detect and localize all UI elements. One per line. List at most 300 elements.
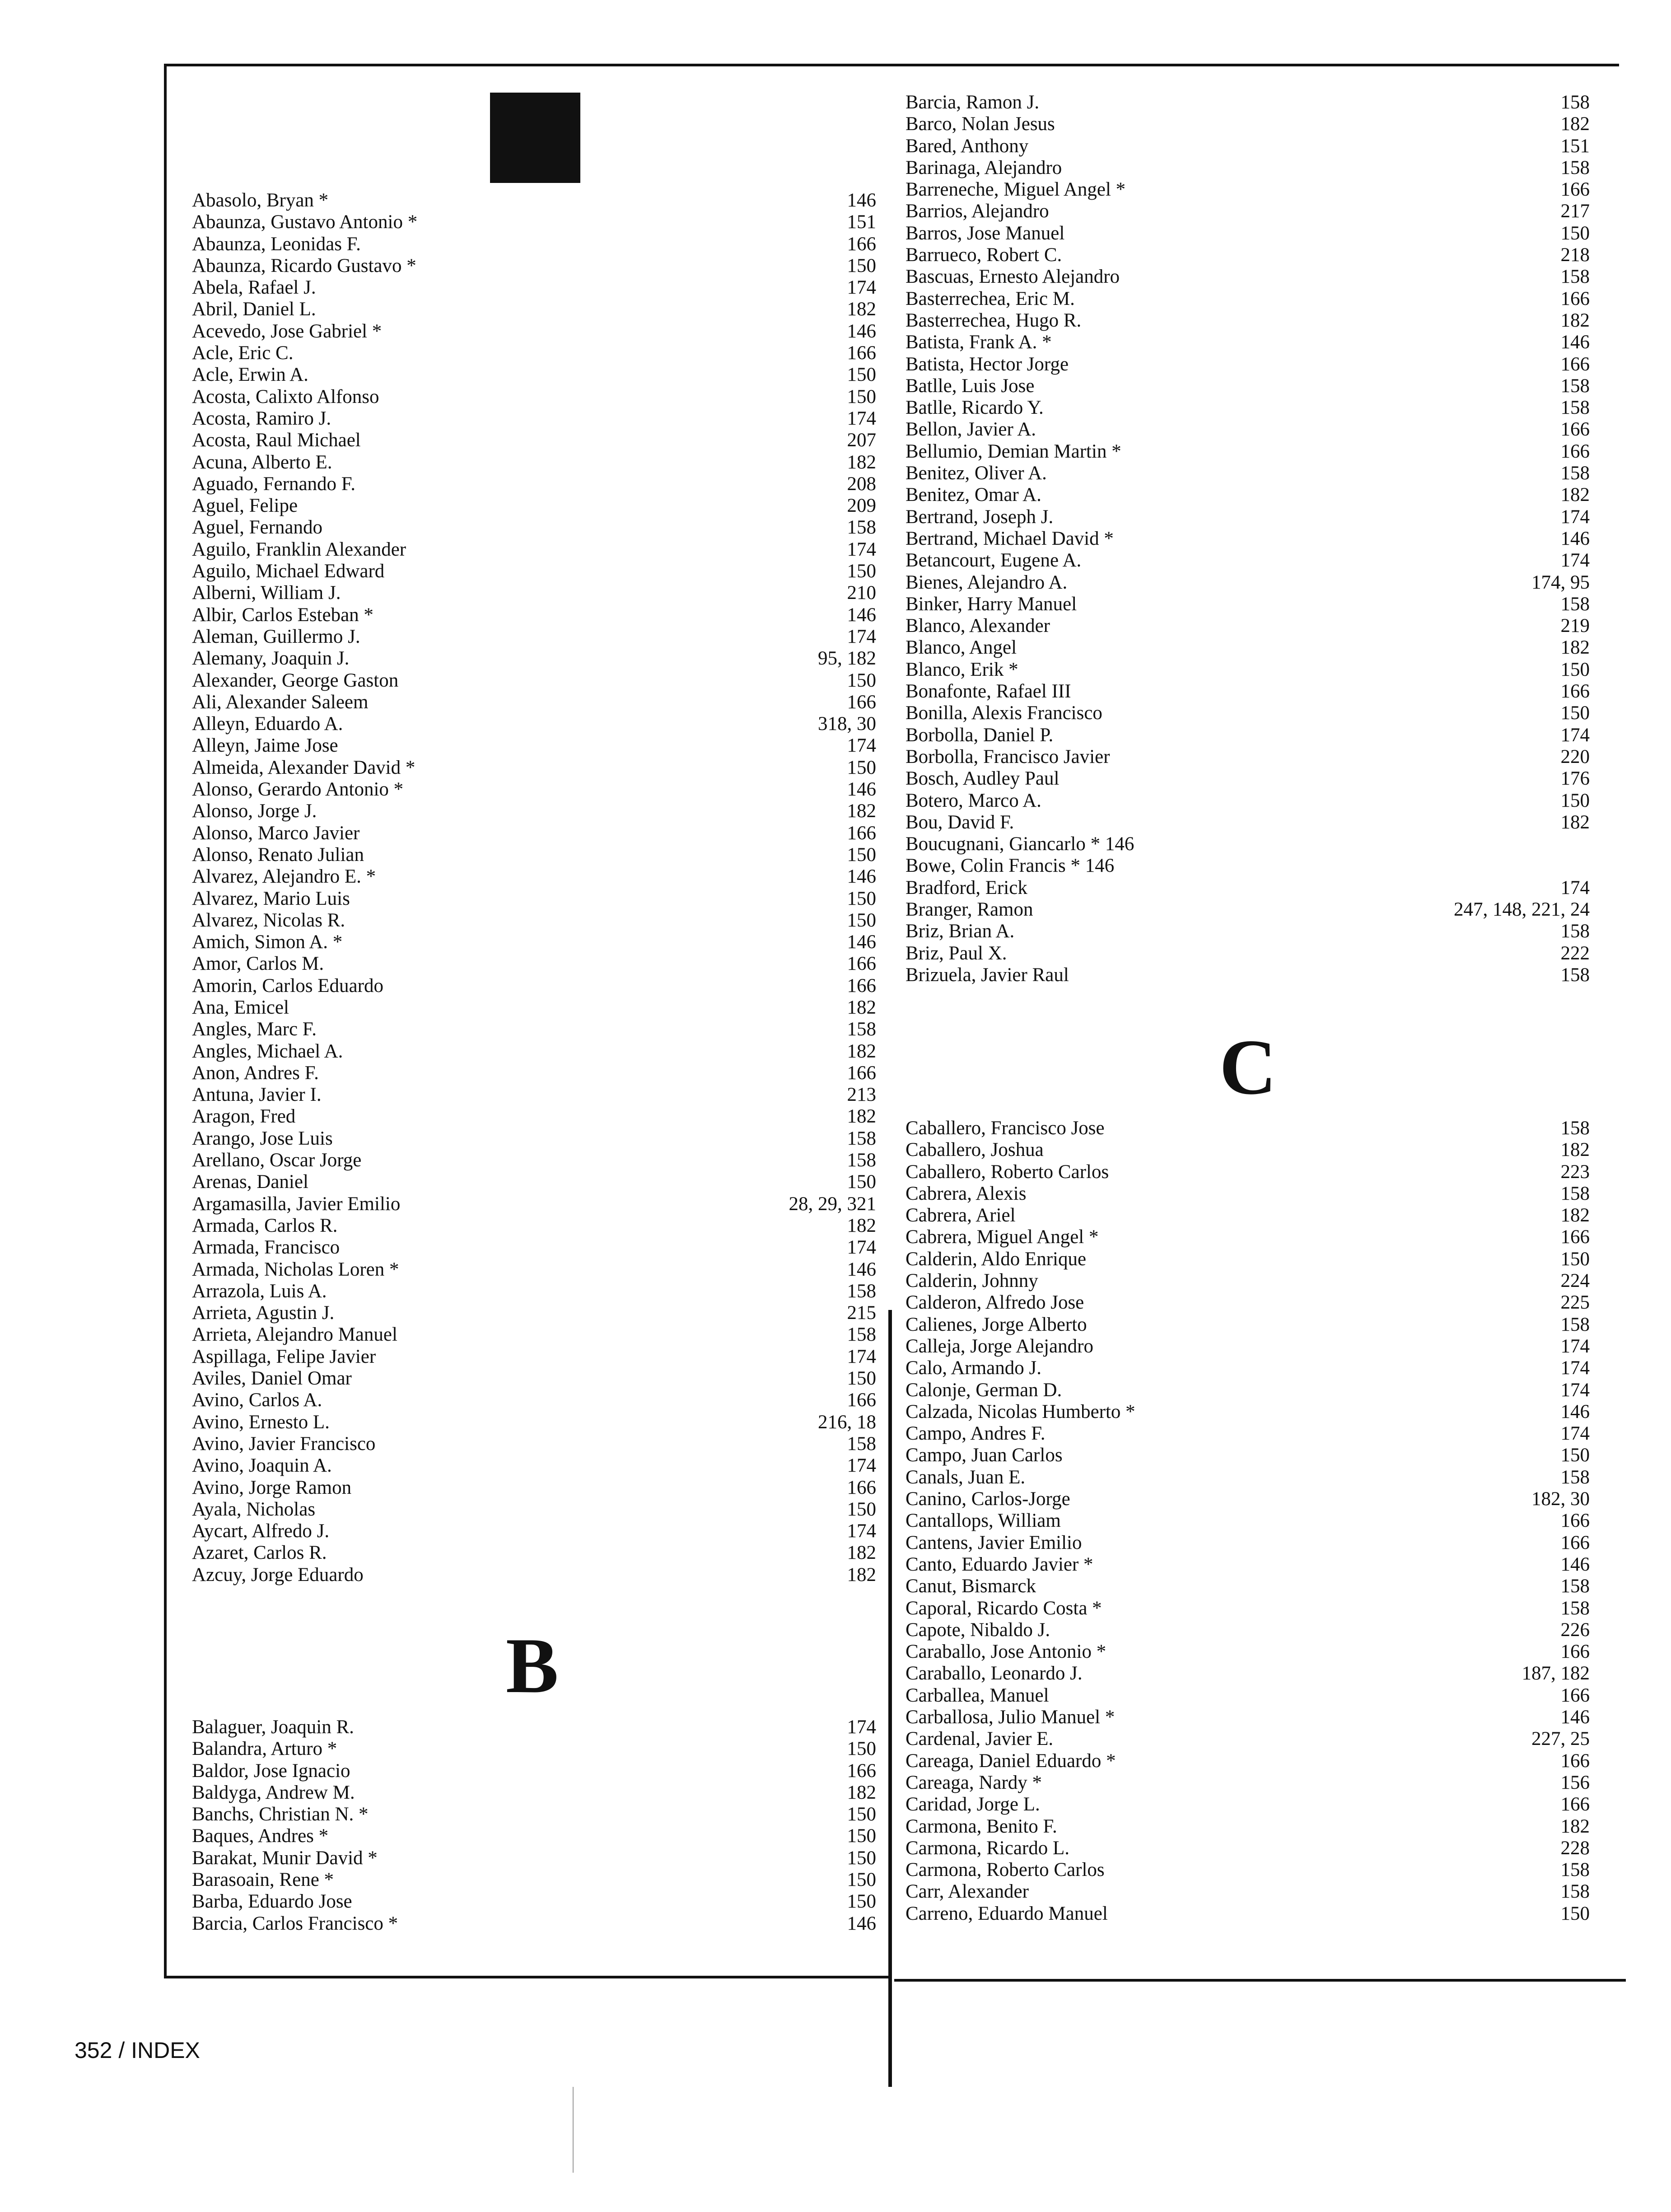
index-entry — [192, 1804, 876, 1825]
index-entry — [906, 572, 1590, 594]
entry-pages: 209 — [847, 495, 876, 517]
entry-pages: 174 — [1560, 724, 1590, 746]
index-section-c — [906, 1118, 1590, 1925]
entry-name: Cabrera, Alexis — [906, 1183, 1027, 1204]
section-a-marker — [490, 93, 580, 183]
index-entry — [192, 1150, 876, 1171]
entry-pages: 174 — [847, 735, 876, 757]
entry-name: Azcuy, Jorge Eduardo — [192, 1564, 364, 1585]
index-entry — [192, 735, 876, 757]
entry-name: Ana, Emicel — [192, 996, 289, 1018]
entry-pages: 158 — [847, 1150, 876, 1171]
entry-name: Canino, Carlos-Jorge — [906, 1488, 1070, 1510]
entry-name: Argamasilla, Javier Emilio — [192, 1193, 401, 1215]
entry-name: Borbolla, Francisco Javier — [906, 746, 1110, 767]
index-entry — [906, 201, 1590, 222]
entry-name: Boucugnani, Giancarlo * 146 — [906, 833, 1134, 855]
index-entry — [906, 964, 1590, 986]
entry-name: Binker, Harry Manuel — [906, 593, 1077, 615]
entry-name: Batista, Frank A. * — [906, 332, 1052, 353]
index-entry — [906, 92, 1590, 113]
entry-name: Bellumio, Demian Martin * — [906, 440, 1121, 462]
entry-name: Alexander, George Gaston — [192, 669, 399, 691]
index-entry — [906, 1707, 1590, 1728]
entry-name: Antuna, Javier I. — [192, 1084, 322, 1106]
entry-pages: 150 — [847, 1847, 876, 1869]
entry-name: Calderin, Aldo Enrique — [906, 1248, 1087, 1270]
index-entry — [906, 1139, 1590, 1161]
index-entry — [906, 1161, 1590, 1183]
entry-name: Barinaga, Alejandro — [906, 157, 1062, 178]
entry-pages: 182 — [847, 299, 876, 320]
entry-pages: 150 — [847, 386, 876, 407]
index-entry — [192, 277, 876, 299]
entry-name: Aleman, Guillermo J. — [192, 626, 360, 647]
entry-name: Cabrera, Miguel Angel * — [906, 1226, 1099, 1248]
entry-name: Canto, Eduardo Javier * — [906, 1553, 1093, 1575]
frame-top-rule — [164, 64, 1619, 66]
entry-pages: 166 — [1560, 1794, 1590, 1815]
index-entry — [906, 1728, 1590, 1750]
index-entry — [192, 1324, 876, 1346]
index-entry — [192, 1106, 876, 1127]
index-entry — [906, 1816, 1590, 1838]
entry-name: Blanco, Angel — [906, 637, 1017, 659]
entry-name: Aspillaga, Felipe Javier — [192, 1346, 376, 1367]
entry-name: Basterrechea, Hugo R. — [906, 309, 1082, 331]
entry-pages: 150 — [847, 1738, 876, 1760]
index-entry — [906, 746, 1590, 768]
entry-pages: 166 — [847, 1760, 876, 1782]
entry-pages: 146 — [1560, 1707, 1590, 1728]
index-entry — [906, 375, 1590, 397]
index-entry — [906, 550, 1590, 571]
entry-pages: 219 — [1560, 615, 1590, 637]
index-entry — [192, 800, 876, 822]
entry-name: Calderin, Johnny — [906, 1270, 1038, 1292]
entry-pages: 182 — [847, 1782, 876, 1803]
index-entry — [906, 1576, 1590, 1597]
index-entry — [192, 1847, 876, 1869]
entry-pages: 158 — [1560, 375, 1590, 397]
entry-pages: 158 — [1560, 463, 1590, 484]
entry-pages: 174 — [847, 626, 876, 647]
entry-name: Blanco, Alexander — [906, 615, 1050, 637]
entry-pages: 150 — [847, 364, 876, 386]
entry-pages: 150 — [1560, 1248, 1590, 1270]
frame-bottom-right-rule — [894, 1979, 1626, 1982]
index-entry — [192, 692, 876, 713]
entry-pages: 151 — [1560, 135, 1590, 157]
index-entry — [906, 681, 1590, 702]
index-entry — [906, 1838, 1590, 1859]
index-entry — [906, 1598, 1590, 1619]
index-entry — [906, 812, 1590, 833]
entry-name: Bascuas, Ernesto Alejandro — [906, 266, 1120, 288]
index-entry — [192, 211, 876, 233]
index-entry — [906, 702, 1590, 724]
index-entry — [192, 1193, 876, 1215]
index-entry — [192, 1346, 876, 1368]
entry-pages: 208 — [847, 473, 876, 495]
index-entry — [192, 561, 876, 582]
entry-name: Basterrechea, Eric M. — [906, 288, 1075, 309]
entry-name: Azaret, Carlos R. — [192, 1542, 327, 1564]
index-entry — [906, 1183, 1590, 1205]
entry-name: Briz, Paul X. — [906, 942, 1007, 964]
entry-name: Borbolla, Daniel P. — [906, 724, 1054, 746]
index-entry — [192, 1128, 876, 1150]
entry-name: Barakat, Munir David * — [192, 1847, 378, 1869]
entry-pages: 151 — [847, 211, 876, 233]
entry-pages: 166 — [847, 1389, 876, 1411]
entry-name: Bonilla, Alexis Francisco — [906, 702, 1102, 724]
index-entry — [192, 1477, 876, 1499]
entry-pages: 146 — [847, 1258, 876, 1280]
entry-name: Avino, Carlos A. — [192, 1389, 322, 1411]
entry-name: Cantallops, William — [906, 1510, 1061, 1532]
entry-pages: 217 — [1560, 201, 1590, 222]
index-entry — [192, 321, 876, 342]
entry-pages: 174 — [847, 1346, 876, 1367]
entry-name: Abril, Daniel L. — [192, 299, 316, 320]
entry-name: Arango, Jose Luis — [192, 1127, 333, 1149]
index-entry — [192, 888, 876, 910]
index-entry — [192, 1171, 876, 1193]
entry-name: Barros, Jose Manuel — [906, 222, 1065, 244]
index-entry — [906, 1314, 1590, 1336]
entry-name: Alvarez, Mario Luis — [192, 888, 350, 909]
entry-name: Bertrand, Joseph J. — [906, 506, 1054, 528]
entry-pages: 182 — [847, 1215, 876, 1236]
index-entry — [192, 1237, 876, 1258]
index-entry — [906, 506, 1590, 528]
entry-name: Bradford, Erick — [906, 877, 1027, 898]
entry-name: Careaga, Nardy * — [906, 1772, 1042, 1793]
entry-pages: 220 — [1560, 746, 1590, 767]
entry-pages: 174 — [1560, 1379, 1590, 1401]
index-entry — [906, 223, 1590, 244]
index-entry — [906, 1401, 1590, 1423]
index-entry — [906, 1750, 1590, 1772]
index-entry — [192, 1825, 876, 1847]
entry-pages: 182 — [1560, 811, 1590, 833]
entry-pages: 182 — [1560, 484, 1590, 506]
entry-name: Aviles, Daniel Omar — [192, 1368, 352, 1389]
index-entry — [906, 615, 1590, 637]
entry-name: Cabrera, Ariel — [906, 1205, 1016, 1226]
entry-name: Caballero, Joshua — [906, 1139, 1044, 1161]
entry-pages: 166 — [1560, 1510, 1590, 1532]
entry-pages: 182 — [847, 800, 876, 822]
entry-pages: 150 — [1560, 222, 1590, 244]
entry-name: Aguado, Fernando F. — [192, 473, 356, 495]
entry-pages: 182 — [1560, 309, 1590, 331]
entry-name: Batista, Hector Jorge — [906, 353, 1069, 375]
entry-pages: 150 — [847, 1368, 876, 1389]
index-entry — [906, 1554, 1590, 1576]
entry-pages: 150 — [847, 1869, 876, 1891]
index-entry — [906, 637, 1590, 659]
index-entry — [906, 1532, 1590, 1554]
entry-name: Ayala, Nicholas — [192, 1498, 316, 1520]
entry-name: Acle, Eric C. — [192, 342, 294, 364]
index-entry — [906, 1510, 1590, 1532]
index-entry — [906, 1641, 1590, 1663]
entry-pages: 174 — [1560, 1423, 1590, 1445]
entry-pages: 150 — [847, 255, 876, 276]
section-b-letter: B — [506, 1622, 559, 1709]
index-entry — [906, 1423, 1590, 1445]
entry-pages: 166 — [847, 1062, 876, 1084]
entry-name: Barcia, Carlos Francisco * — [192, 1913, 398, 1934]
entry-name: Caballero, Roberto Carlos — [906, 1161, 1109, 1183]
entry-name: Albir, Carlos Esteban * — [192, 604, 373, 626]
entry-pages: 182 — [847, 1542, 876, 1564]
index-entry — [192, 342, 876, 364]
entry-name: Arrieta, Agustin J. — [192, 1302, 335, 1324]
entry-pages: 174 — [1560, 1335, 1590, 1357]
entry-name: Briz, Brian A. — [906, 921, 1015, 942]
entry-name: Acevedo, Jose Gabriel * — [192, 320, 382, 342]
entry-pages: 207 — [847, 430, 876, 451]
index-entry — [192, 910, 876, 931]
entry-pages: 158 — [1560, 1183, 1590, 1204]
index-entry — [906, 244, 1590, 266]
index-entry — [906, 157, 1590, 179]
entry-pages: 158 — [1560, 1576, 1590, 1597]
entry-pages: 158 — [847, 1433, 876, 1454]
entry-name: Amor, Carlos M. — [192, 953, 324, 975]
index-entry — [906, 1488, 1590, 1510]
entry-pages: 222 — [1560, 942, 1590, 964]
entry-pages: 158 — [1560, 397, 1590, 419]
entry-name: Avino, Javier Francisco — [192, 1433, 376, 1454]
entry-name: Bellon, Javier A. — [906, 419, 1036, 440]
index-entry — [906, 725, 1590, 746]
index-entry — [192, 364, 876, 386]
entry-pages: 176 — [1560, 768, 1590, 790]
entry-pages: 182 — [1560, 1205, 1590, 1226]
index-entry — [906, 113, 1590, 135]
entry-name: Abela, Rafael J. — [192, 277, 316, 299]
index-entry — [192, 866, 876, 888]
entry-name: Abaunza, Gustavo Antonio * — [192, 211, 418, 233]
entry-name: Alberni, William J. — [192, 582, 341, 604]
entry-pages: 225 — [1560, 1292, 1590, 1314]
index-entry — [192, 473, 876, 495]
index-entry — [192, 1520, 876, 1542]
entry-name: Caballero, Francisco Jose — [906, 1118, 1105, 1139]
entry-pages: 182 — [847, 996, 876, 1018]
entry-name: Barba, Eduardo Jose — [192, 1891, 352, 1913]
entry-name: Armada, Francisco — [192, 1237, 340, 1258]
entry-pages: 156 — [1560, 1772, 1590, 1793]
entry-pages: 158 — [1560, 266, 1590, 288]
entry-name: Botero, Marco A. — [906, 790, 1041, 811]
entry-pages: 146 — [847, 1913, 876, 1934]
index-entry — [906, 266, 1590, 288]
index-entry — [906, 354, 1590, 375]
entry-pages: 95, 182 — [818, 648, 876, 669]
index-entry — [192, 1716, 876, 1738]
entry-pages: 146 — [1560, 1553, 1590, 1575]
entry-pages: 174 — [847, 1455, 876, 1477]
index-entry — [906, 1903, 1590, 1925]
entry-name: Acuna, Alberto E. — [192, 451, 332, 473]
entry-pages: 150 — [847, 1171, 876, 1193]
index-entry — [906, 594, 1590, 615]
entry-name: Batlle, Ricardo Y. — [906, 397, 1044, 419]
index-entry — [906, 768, 1590, 790]
entry-name: Baldor, Jose Ignacio — [192, 1760, 350, 1782]
entry-pages: 146 — [847, 320, 876, 342]
entry-pages: 187, 182 — [1522, 1663, 1590, 1684]
entry-pages: 158 — [847, 1127, 876, 1149]
index-entry — [906, 419, 1590, 440]
index-entry — [906, 921, 1590, 942]
index-entry — [192, 539, 876, 561]
index-entry — [192, 1891, 876, 1913]
entry-pages: 166 — [1560, 419, 1590, 440]
entry-name: Aguilo, Michael Edward — [192, 561, 385, 582]
entry-pages: 166 — [1560, 1226, 1590, 1248]
entry-pages: 174 — [1560, 1357, 1590, 1379]
index-entry — [906, 1118, 1590, 1139]
index-entry — [906, 1881, 1590, 1903]
entry-name: Carmona, Roberto Carlos — [906, 1859, 1105, 1881]
index-entry — [192, 1869, 876, 1891]
index-entry — [906, 484, 1590, 506]
entry-name: Acle, Erwin A. — [192, 364, 308, 386]
index-entry — [192, 1084, 876, 1106]
index-entry — [192, 1455, 876, 1477]
entry-name: Capote, Nibaldo J. — [906, 1619, 1050, 1641]
entry-pages: 182 — [847, 1564, 876, 1585]
entry-name: Calo, Armando J. — [906, 1357, 1041, 1379]
index-entry — [192, 1041, 876, 1062]
entry-name: Acosta, Raul Michael — [192, 430, 361, 451]
entry-name: Caraballo, Leonardo J. — [906, 1663, 1083, 1684]
entry-pages: 224 — [1560, 1270, 1590, 1292]
entry-pages: 174 — [1560, 877, 1590, 898]
faint-margin-rule — [573, 2087, 574, 2173]
entry-name: Arrieta, Alejandro Manuel — [192, 1324, 397, 1346]
entry-pages: 182 — [1560, 1139, 1590, 1161]
index-entry — [906, 463, 1590, 484]
entry-name: Cardenal, Javier E. — [906, 1728, 1054, 1750]
entry-pages: 174, 95 — [1531, 571, 1590, 593]
index-entry — [906, 332, 1590, 353]
entry-pages: 158 — [1560, 157, 1590, 178]
entry-name: Carballea, Manuel — [906, 1684, 1049, 1706]
entry-pages: 182 — [1560, 1815, 1590, 1837]
entry-name: Careaga, Daniel Eduardo * — [906, 1750, 1116, 1772]
entry-name: Canut, Bismarck — [906, 1576, 1036, 1597]
entry-name: Barasoain, Rene * — [192, 1869, 334, 1891]
entry-pages: 150 — [1560, 1445, 1590, 1466]
entry-name: Alleyn, Eduardo A. — [192, 713, 343, 735]
index-entry — [192, 1782, 876, 1804]
entry-pages: 146 — [1560, 528, 1590, 549]
entry-pages: 166 — [847, 1477, 876, 1498]
entry-pages: 150 — [847, 1891, 876, 1913]
entry-pages: 150 — [847, 561, 876, 582]
index-entry — [192, 953, 876, 975]
entry-name: Calleja, Jorge Alejandro — [906, 1335, 1093, 1357]
index-entry — [906, 1467, 1590, 1488]
entry-pages: 166 — [1560, 179, 1590, 201]
index-entry — [192, 234, 876, 255]
frame-bottom-left-rule — [164, 1976, 891, 1978]
entry-pages: 150 — [847, 909, 876, 931]
index-entry — [192, 386, 876, 408]
index-entry — [906, 1292, 1590, 1314]
entry-name: Calderon, Alfredo Jose — [906, 1292, 1084, 1314]
entry-pages: 150 — [847, 888, 876, 909]
entry-pages: 166 — [1560, 1641, 1590, 1663]
entry-name: Armada, Carlos R. — [192, 1215, 338, 1236]
entry-pages: 158 — [847, 517, 876, 538]
index-entry — [192, 844, 876, 866]
entry-name: Avino, Jorge Ramon — [192, 1477, 352, 1498]
entry-pages: 150 — [847, 757, 876, 778]
entry-name: Campo, Andres F. — [906, 1423, 1046, 1445]
index-entry — [192, 408, 876, 430]
entry-name: Bienes, Alejandro A. — [906, 571, 1068, 593]
entry-name: Balaguer, Joaquin R. — [192, 1716, 354, 1738]
entry-name: Aguel, Fernando — [192, 517, 322, 538]
entry-name: Aguel, Felipe — [192, 495, 298, 517]
entry-pages: 182 — [847, 451, 876, 473]
index-entry — [192, 1302, 876, 1324]
entry-pages: 146 — [847, 190, 876, 211]
entry-name: Arenas, Daniel — [192, 1171, 308, 1193]
index-entry — [906, 1619, 1590, 1641]
entry-name: Carmona, Benito F. — [906, 1815, 1057, 1837]
entry-name: Amich, Simon A. * — [192, 931, 343, 953]
index-entry — [192, 1368, 876, 1389]
entry-pages: 150 — [1560, 790, 1590, 811]
entry-pages: 182 — [847, 1106, 876, 1127]
entry-name: Batlle, Luis Jose — [906, 375, 1035, 397]
entry-pages: 174 — [847, 1716, 876, 1738]
index-entry — [906, 528, 1590, 550]
entry-name: Branger, Ramon — [906, 898, 1033, 920]
index-entry — [192, 190, 876, 211]
entry-name: Amorin, Carlos Eduardo — [192, 975, 383, 996]
entry-pages: 318, 30 — [818, 713, 876, 735]
index-entry — [192, 1215, 876, 1237]
entry-name: Arrazola, Luis A. — [192, 1280, 327, 1302]
entry-pages: 182 — [847, 1040, 876, 1062]
entry-pages: 218 — [1560, 244, 1590, 266]
entry-name: Alonso, Renato Julian — [192, 844, 364, 865]
index-entry — [192, 713, 876, 735]
entry-pages: 158 — [1560, 921, 1590, 942]
index-entry — [906, 1270, 1590, 1292]
entry-pages: 174 — [847, 277, 876, 299]
entry-pages: 158 — [1560, 1466, 1590, 1488]
index-entry — [906, 136, 1590, 157]
entry-pages: 227, 25 — [1531, 1728, 1590, 1750]
entry-pages: 166 — [1560, 681, 1590, 702]
entry-name: Anon, Andres F. — [192, 1062, 319, 1084]
entry-name: Caridad, Jorge L. — [906, 1794, 1040, 1815]
entry-pages: 174 — [847, 407, 876, 429]
entry-name: Almeida, Alexander David * — [192, 757, 415, 778]
index-entry — [906, 310, 1590, 332]
